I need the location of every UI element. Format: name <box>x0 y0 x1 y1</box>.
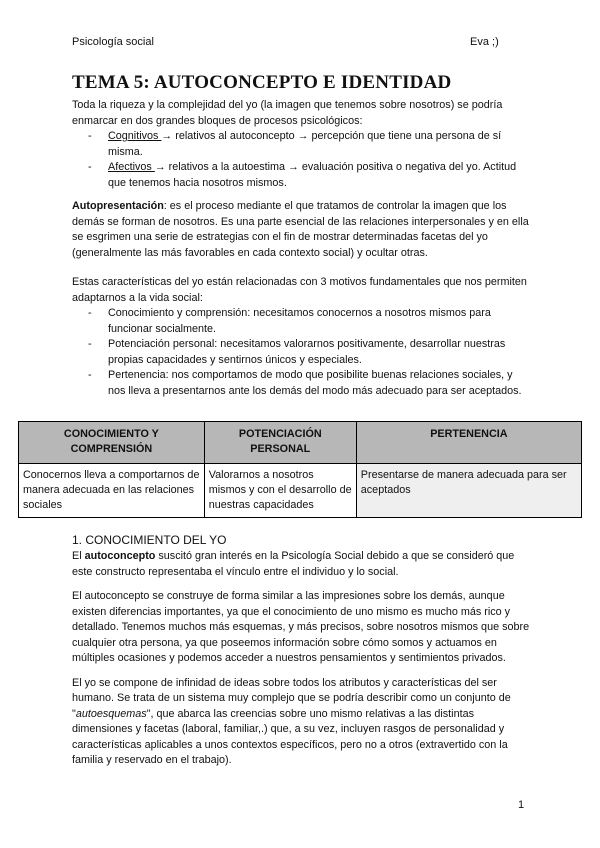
motivos-table <box>18 421 582 518</box>
intro-block <box>72 98 530 191</box>
table-header-row <box>19 422 582 464</box>
process-desc: → relativos al autoconcepto → percepción que tiene una persona de sí misma. <box>108 130 502 158</box>
motivos-intro: Estas características del yo están relacionadas con 3 motivos fundamentales que nos permiten adaptarnos a la vida social: <box>72 276 527 304</box>
table-row <box>19 464 582 518</box>
bullet-dash: - <box>88 161 92 173</box>
autoconcepto-term: autoconcepto <box>84 550 156 562</box>
bullet-dash: - <box>88 338 92 350</box>
p3-post: ", que abarca las creencias sobre uno mismo relativas a las distintas dimensiones y facetas (laboral, familiar,.) que, a su vez, incluyen rasgos de personalidad y características aplicables a unos contextos específicos, pero no a otros (extravertido con la familia y reservado en el trabajo). <box>72 707 508 766</box>
section1-paragraph-1 <box>72 549 530 580</box>
autopresentacion-text: es el proceso mediante el que tratamos de controlar la imagen que los demás se forman de nosotros. Es una parte esencial de las relaciones interpersonales y en ella se esgrimen una serie de estrategias con el fin de mostrar determinadas facetas del yo (generalmente las más favorables en cada contexto social) y ocultar otras. <box>72 200 529 259</box>
motivo-text: Pertenencia: nos comportamos de modo que posibilite buenas relaciones sociales, y nos lleva a presentarnos ante los demás del modo más adecuado para ser aceptados. <box>108 369 522 397</box>
motivo-text: Conocimiento y comprensión: necesitamos conocernos a nosotros mismos para funcionar socialmente. <box>108 307 491 335</box>
motivo-text: Potenciación personal: necesitamos valorarnos positivamente, desarrollar nuestras propias capacidades y sentirnos únicos y especiales. <box>108 338 506 366</box>
page-number: 1 <box>518 799 525 811</box>
list-item <box>72 337 530 368</box>
section1-paragraph-2: El autoconcepto se construye de forma similar a las impresiones sobre los demás, aunque existen diferencias importantes, ya que el conocimiento de uno mismo es mucho más rico y detallado. Tenemos muchos más esquemas, y más precisos, sobre nosotros mismos que sobre cualquier otra persona, ya que poseemos información sobre cómo somos y actuamos en múltiples ocasiones y podemos acceder a nuestros pensamientos y sentimientos privados. <box>72 590 530 664</box>
table-cell: Conocernos lleva a comportarnos de manera adecuada en las relaciones sociales <box>19 464 205 518</box>
motivos-list <box>72 306 530 399</box>
bullet-dash: - <box>88 307 92 319</box>
header-subject: Psicología social <box>72 36 154 48</box>
table-cell: Presentarse de manera adecuada para ser aceptados <box>356 464 581 518</box>
p1-post: suscitó gran interés en la Psicología Social debido a que se consideró que este constructo representaba el vínculo entre el individuo y lo social. <box>72 550 515 578</box>
process-desc: → relativos a la autoestima → evaluación positiva o negativa del yo. Actitud que tenemos hacia nosotros mismos. <box>108 161 517 189</box>
autopresentacion-term: Autopresentación <box>72 200 164 212</box>
process-term: Afectivos <box>108 161 155 173</box>
list-item <box>72 160 530 191</box>
p1-pre: El <box>72 550 85 562</box>
section1-body <box>72 549 530 769</box>
table-header-cell: PERTENENCIA <box>356 422 581 464</box>
table-header-cell: CONOCIMIENTO Y COMPRENSIÓN <box>19 422 205 464</box>
page-title: TEMA 5: AUTOCONCEPTO E IDENTIDAD <box>72 72 452 93</box>
list-item <box>72 129 530 160</box>
list-item <box>72 368 530 399</box>
header-author: Eva ;) <box>470 36 499 48</box>
autopresentacion-block <box>72 199 530 261</box>
autopresentacion-colon: : <box>163 200 167 212</box>
bullet-dash: - <box>88 369 92 381</box>
table-header-cell: POTENCIACIÓN PERSONAL <box>204 422 356 464</box>
list-item <box>72 306 530 337</box>
table-cell: Valorarnos a nosotros mismos y con el desarrollo de nuestras capacidades <box>204 464 356 518</box>
motivos-block <box>72 275 530 399</box>
p3-pre: El yo se compone de infinidad de ideas sobre todos los atributos y características del ser humano. Se trata de un sistema muy complejo que se podría describir como un conjunto de " <box>72 676 511 720</box>
intro-paragraph: Toda la riqueza y la complejidad del yo (la imagen que tenemos sobre nosotros) se podría enmarcar en dos grandes bloques de procesos psicológicos: <box>72 99 503 127</box>
process-list <box>72 129 530 191</box>
autopresentacion-paragraph <box>72 199 530 261</box>
section1-paragraph-3 <box>72 676 530 769</box>
process-term: Cognitivos <box>108 130 162 142</box>
section-heading: 1. CONOCIMIENTO DEL YO <box>72 533 227 547</box>
bullet-dash: - <box>88 130 92 142</box>
autoesquemas-term: autoesquemas <box>75 707 147 720</box>
